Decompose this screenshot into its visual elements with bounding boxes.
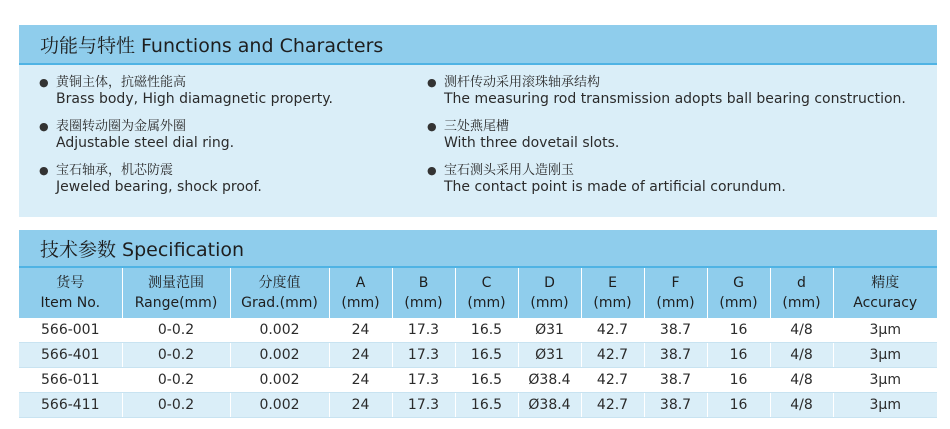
cell: 24 <box>329 368 392 393</box>
cell: 16 <box>707 318 770 343</box>
functions-body <box>19 65 937 217</box>
functions-title: 功能与特性 Functions and Characters <box>19 25 937 65</box>
column-header: B (mm) <box>392 268 455 318</box>
cell: 4/8 <box>770 368 833 393</box>
column-header: 分度值 Grad.(mm) <box>230 268 329 318</box>
feature-item <box>39 163 333 196</box>
cell: 3μm <box>833 368 937 393</box>
feature-zh: 三处燕尾槽 <box>444 119 510 134</box>
column-header: D (mm) <box>518 268 581 318</box>
cell: 16.5 <box>455 343 518 368</box>
cell: 42.7 <box>581 368 644 393</box>
cell: 3μm <box>833 393 937 418</box>
cell: 42.7 <box>581 343 644 368</box>
cell: 0.002 <box>230 343 329 368</box>
spec-table <box>19 268 937 418</box>
feature-en: The contact point is made of artificial corundum. <box>444 179 786 195</box>
table-row <box>19 368 937 393</box>
column-header: d (mm) <box>770 268 833 318</box>
feature-en: With three dovetail slots. <box>444 135 620 151</box>
cell: 16 <box>707 368 770 393</box>
cell: 4/8 <box>770 393 833 418</box>
column-header: A (mm) <box>329 268 392 318</box>
cell: 16 <box>707 393 770 418</box>
bullet-icon: ● <box>427 76 437 89</box>
cell: 16.5 <box>455 368 518 393</box>
cell: 24 <box>329 343 392 368</box>
bullet-icon: ● <box>427 164 437 177</box>
cell: 0-0.2 <box>122 343 230 368</box>
cell: 17.3 <box>392 318 455 343</box>
feature-zh: 宝石测头采用人造刚玉 <box>444 163 575 178</box>
cell: Ø38.4 <box>518 368 581 393</box>
cell: 24 <box>329 318 392 343</box>
cell: 0-0.2 <box>122 318 230 343</box>
table-row <box>19 393 937 418</box>
column-header: E (mm) <box>581 268 644 318</box>
cell: 42.7 <box>581 393 644 418</box>
feature-item <box>427 163 906 196</box>
column-header: 精度 Accuracy <box>833 268 937 318</box>
feature-en: Brass body, High diamagnetic property. <box>56 91 333 107</box>
cell: Ø38.4 <box>518 393 581 418</box>
specification-section <box>19 230 937 418</box>
cell: 17.3 <box>392 343 455 368</box>
cell: 3μm <box>833 318 937 343</box>
bullet-icon: ● <box>427 120 437 133</box>
cell: 42.7 <box>581 318 644 343</box>
feature-zh: 黄铜主体，抗磁性能高 <box>56 75 187 90</box>
column-header: 货号 Item No. <box>19 268 122 318</box>
column-header: 测量范围 Range(mm) <box>122 268 230 318</box>
cell: 3μm <box>833 343 937 368</box>
cell: 16.5 <box>455 393 518 418</box>
cell: 0.002 <box>230 318 329 343</box>
cell: 4/8 <box>770 343 833 368</box>
bullet-icon: ● <box>39 120 49 133</box>
specification-title: 技术参数 Specification <box>19 230 937 268</box>
column-header: C (mm) <box>455 268 518 318</box>
cell: 566-011 <box>19 368 122 393</box>
cell: 16 <box>707 343 770 368</box>
column-header: F (mm) <box>644 268 707 318</box>
cell: 0.002 <box>230 368 329 393</box>
cell: 17.3 <box>392 368 455 393</box>
cell: 38.7 <box>644 318 707 343</box>
feature-zh: 测杆传动采用滚珠轴承结构 <box>444 75 601 90</box>
functions-section <box>19 25 937 217</box>
feature-item <box>427 119 906 152</box>
cell: 4/8 <box>770 318 833 343</box>
feature-en: The measuring rod transmission adopts ball bearing construction. <box>444 91 906 107</box>
cell: 0-0.2 <box>122 393 230 418</box>
table-header-row <box>19 268 937 318</box>
features-left-column <box>39 75 333 207</box>
feature-en: Adjustable steel dial ring. <box>56 135 235 151</box>
cell: 16.5 <box>455 318 518 343</box>
feature-zh: 宝石轴承，机芯防震 <box>56 163 174 178</box>
table-row <box>19 343 937 368</box>
feature-item <box>427 75 906 108</box>
cell: 17.3 <box>392 393 455 418</box>
cell: 566-001 <box>19 318 122 343</box>
column-header: G (mm) <box>707 268 770 318</box>
cell: 38.7 <box>644 343 707 368</box>
cell: Ø31 <box>518 318 581 343</box>
table-row <box>19 318 937 343</box>
feature-item <box>39 75 333 108</box>
cell: 0-0.2 <box>122 368 230 393</box>
cell: 38.7 <box>644 368 707 393</box>
cell: 0.002 <box>230 393 329 418</box>
bullet-icon: ● <box>39 164 49 177</box>
cell: Ø31 <box>518 343 581 368</box>
feature-zh: 表圈转动圈为金属外圈 <box>56 119 187 134</box>
cell: 566-411 <box>19 393 122 418</box>
features-right-column <box>427 75 906 207</box>
feature-item <box>39 119 333 152</box>
cell: 566-401 <box>19 343 122 368</box>
feature-en: Jeweled bearing, shock proof. <box>56 179 262 195</box>
bullet-icon: ● <box>39 76 49 89</box>
cell: 24 <box>329 393 392 418</box>
cell: 38.7 <box>644 393 707 418</box>
